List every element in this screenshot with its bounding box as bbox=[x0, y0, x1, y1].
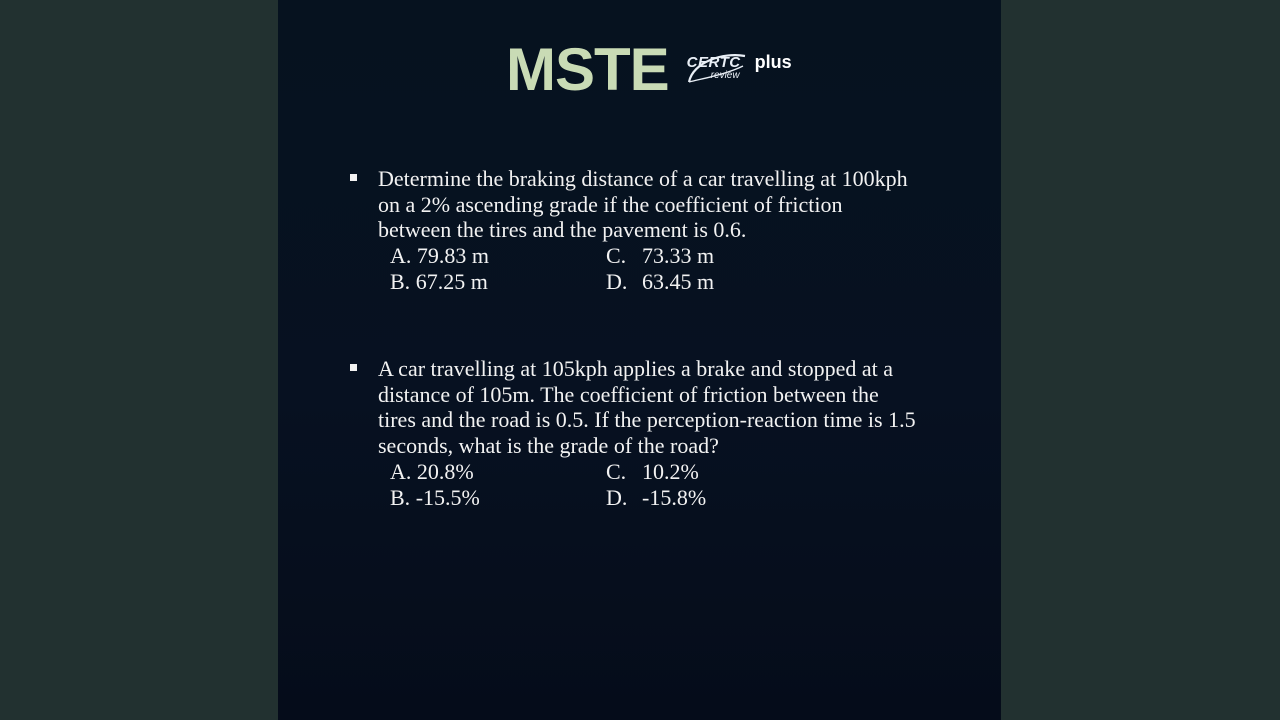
slide-header bbox=[506, 38, 793, 102]
logo-plus: plus bbox=[754, 52, 792, 72]
choice-a: A. 20.8% bbox=[390, 458, 474, 484]
question-2 bbox=[350, 356, 920, 510]
slide-title: MSTE bbox=[506, 36, 669, 103]
answer-choices bbox=[390, 459, 920, 510]
question-1 bbox=[350, 166, 920, 295]
choice-a: A. 79.83 m bbox=[390, 243, 490, 269]
bullet-icon bbox=[350, 174, 357, 181]
slide bbox=[278, 0, 1001, 720]
question-text: A car travelling at 105kph applies a brake and stopped at a distance of 105m. The coefficient of friction between the tires and the road is 0.5. If the perception-reaction time is 1.5 seconds, what is the grade of the road? bbox=[378, 356, 916, 459]
certc-logo bbox=[683, 48, 793, 88]
choice-b: B. -15.5% bbox=[390, 484, 480, 510]
answer-choices bbox=[390, 243, 920, 294]
choice-c: C. 10.2% bbox=[606, 458, 699, 484]
bullet-icon bbox=[350, 364, 357, 371]
choice-b: B. 67.25 m bbox=[390, 268, 488, 294]
logo-sub: review bbox=[710, 70, 740, 81]
question-text: Determine the braking distance of a car travelling at 100kph on a 2% ascending grade if the coefficient of friction between the tires and the pavement is 0.6. bbox=[378, 166, 908, 243]
choice-d: D. -15.8% bbox=[606, 484, 707, 510]
choice-d: D. 63.45 m bbox=[606, 268, 715, 294]
choice-c: C. 73.33 m bbox=[606, 243, 715, 269]
logo-word: CERTC bbox=[686, 54, 741, 71]
